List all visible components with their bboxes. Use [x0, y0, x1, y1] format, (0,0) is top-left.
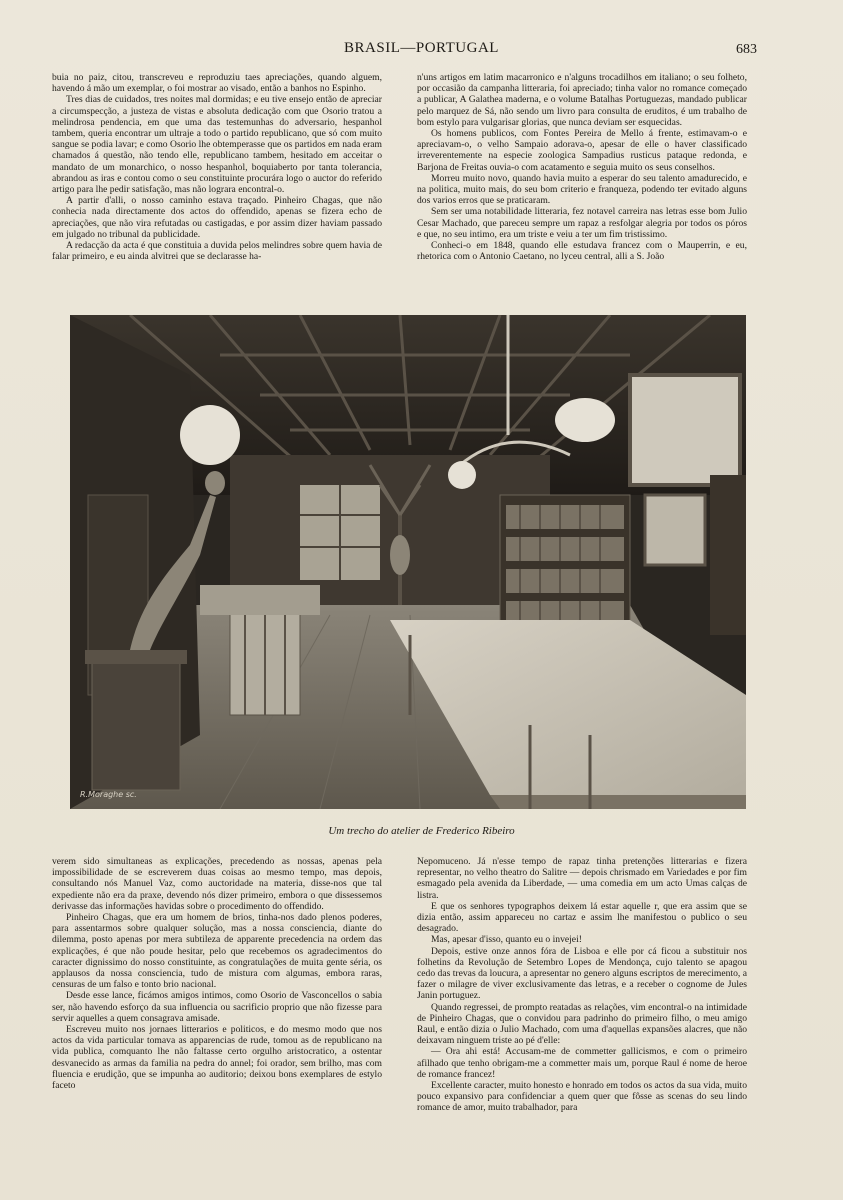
paragraph: buia no paiz, citou, transcreveu e reproduziu taes apreciações, quando alguem, havendo á mão um exemplar, o foi mostrar ao visado, então a banhos no Espinho. — [52, 72, 382, 95]
paragraph: A redacção da acta é que constituia a duvida pelos melindres sobre quem havia de falar primeiro, e eu ainda alvitrei que se declarasse ha- — [52, 240, 382, 263]
atelier-illustration — [70, 315, 746, 809]
paragraph: Quando regressei, de prompto reatadas as relações, vim encontral-o na intimidade de Pinheiro Chagas, que o convidou para padrinho do primeiro filho, o meu amigo Raul, e então dizia o Julio Machado, com uma d'aquellas expansões alacres, que não deixavam ninguem triste ao pé d'elle: — [417, 1001, 747, 1047]
paragraph: n'uns artigos em latim macarronico e n'alguns trocadilhos em italiano; o seu folheto, por occasião da campanha litteraria, foi apreciado; tinha valor no romance começado a publicar, A Galathea maderna, e o volume Batalhas Portuguezas, mandado publicar pelo marquez de Sá, não sendo um livro para consulta de eruditos, é um trabalho de bom estylo para vulgarisar glorias, que nunca deviam ser esquecidas. — [417, 72, 747, 128]
top-left-column — [52, 72, 382, 292]
paragraph: Sem ser uma notabilidade litteraria, fez notavel carreira nas letras esse bom Julio Cesar Machado, que pareceu sempre um rapaz a resfolgar alegria por todos os póros e que, no seu intimo, era um triste e veiu a ter um fim tristissimo. — [417, 206, 747, 240]
running-header: BRASIL—PORTUGAL — [344, 40, 499, 56]
paragraph: — Ora ahi está! Accusam-me de commetter gallicismos, e com o primeiro afilhado que tenho obrigam-me a commetter mais um, porque Raul é nome de heroe de romance francez! — [417, 1046, 747, 1080]
paragraph: verem sido simultaneas as explicações, precedendo as nossas, apenas pela impossibilidade de se escreverem duas coisas ao mesmo tempo, mas depois, consultando nós Manuel Vaz, como auctoridade na materia, disse-nos que tal expediente não era da praxe, devendo nós dizer primeiro, embora o que dissessemos derivasse das informações havidas sobre o procedimento do offendido. — [52, 856, 382, 912]
bottom-right-column — [417, 856, 747, 1126]
paragraph: E que os senhores typographos deixem lá estar aquelle r, que era assim que se dizia então, assim appareceu no cartaz e assim lhe manifestou o publico o seu desagrado. — [417, 900, 747, 935]
paragraph: Excellente caracter, muito honesto e honrado em todos os actos da sua vida, muito pouco expansivo para confidenciar a quem quer que fôsse as scenas do seu lindo romance de amor, muito trabalhador, para — [417, 1080, 747, 1114]
paragraph: Morreu muito novo, quando havia muito a esperar do seu talento amadurecido, e na politica, muito mais, do seu bom criterio e franqueza, podendo ter evitado alguns dos varios erros que se praticaram. — [417, 172, 747, 207]
paragraph: Nepomuceno. Já n'esse tempo de rapaz tinha pretenções litterarias e fizera representar, no velho theatro do Salitre — depois chrismado em Variedades e por fim esmagado pela avenida da Liberdade, — uma comedia em um acto Umas calças de listra. — [417, 856, 747, 901]
paragraph: Mas, apesar d'isso, quanto eu o invejei! — [431, 934, 582, 946]
paragraph: Conheci-o em 1848, quando elle estudava francez com o Mauperrin, e eu, rhetorica com o Antonio Caetano, no lyceu central, alli a S. João — [417, 240, 747, 263]
paragraph: Desde esse lance, ficámos amigos intimos, como Osorio de Vasconcellos o sabia ser, não havendo esforço da sua influencia ou sacrificio proprio que não fizesse para servir aquelles a quem consagrava amisade. — [52, 990, 382, 1024]
paragraph: Depois, estive onze annos fóra de Lisboa e elle por cá ficou a substituir nos folhetins da Revolução de Setembro Lopes de Mendonça, cujo talento se apagou cedo das trevas da loucura, a apresentar no genero alguns escriptos de merecimento, a fazer o milagre de viver exclusivamente das letras, e a receber o cognome de Jules Janin portuguez. — [417, 945, 747, 1002]
paragraph: Pinheiro Chagas, que era um homem de brios, tinha-nos dado plenos poderes, para assentarmos sobre qualquer solução, mas a nossa consciencia, diante do dilemma, posto apenas por mera subtileza de apparente precedencia na ordem das explicações, é que não poude hesitar, pelo que recebemos os agradecimentos do caracter dignissimo do nosso constituinte, as congratulações de muita gente séria, os applausos da nossa consciencia, tudo de mistura com algumas, embora raras, censuras de um falso e tonto brio nacional. — [52, 912, 382, 991]
paragraph: A partir d'alli, o nosso caminho estava traçado. Pinheiro Chagas, que não conhecia nada directamente dos actos do offendido, apenas se fizera echo de apreciações, que não vira refutadas ou castigadas, e por assim dizer haviam passado em julgado no tribunal da publicidade. — [52, 195, 382, 240]
paragraph: Os homens publicos, com Fontes Pereira de Mello á frente, estimavam-o e apreciavam-o, o velho Sampaio adorava-o, apesar de elle o haver classificado irreverentemente na especie zoologica Sampadius rusticus pataque redonda, e Barjona de Freitas ouvia-o com acatamento e seguia muito os seus conselhos. — [417, 128, 747, 173]
page-number: 683 — [736, 42, 757, 57]
atelier-photograph — [70, 315, 746, 809]
engraver-signature: R.Moraghe sc. — [80, 790, 137, 799]
paragraph: Tres dias de cuidados, tres noites mal dormidas; e eu tive ensejo então de apreciar a circumspecção, a justeza de vistas e absoluta dedicação com que Osorio tratou a melindrosa pendencia, em que uma das testemunhas do adversario, hespanhol tambem, queria encontrar um ultraje a todo o partido republicano, que só com muito sangue se podia lavar; e como Osorio lhe obtemperasse que os partidos em nada eram chamados á questão, não tendo elle, republicano tambem, hesitado em acceitar o mandato de um monarchico, o nosso hespanhol, boquiaberto por tanta tolerancia, abrandou as iras e contou como o seu constituinte procurára logo o auctor do referido artigo para lhe pedir satisfação, mas não lograra encontral-o. — [52, 94, 382, 196]
top-right-column — [417, 72, 747, 292]
bottom-left-column — [52, 856, 382, 1126]
paragraph: Escreveu muito nos jornaes litterarios e politicos, e do mesmo modo que nos actos da vida particular tomava as apparencias de rude, tomou as de republicano na vida publica, comquanto lhe não faltasse certo orgulho aristocratico, a ostentar desvanecido as armas da familia na pedra do annel; foi orador, sem brilho, mas com fluencia e erudição, que se impunha ao auditorio; deixou bons exemplares de estylo faceto — [52, 1024, 382, 1092]
photo-caption: Um trecho do atelier de Frederico Ribeiro — [328, 825, 515, 837]
